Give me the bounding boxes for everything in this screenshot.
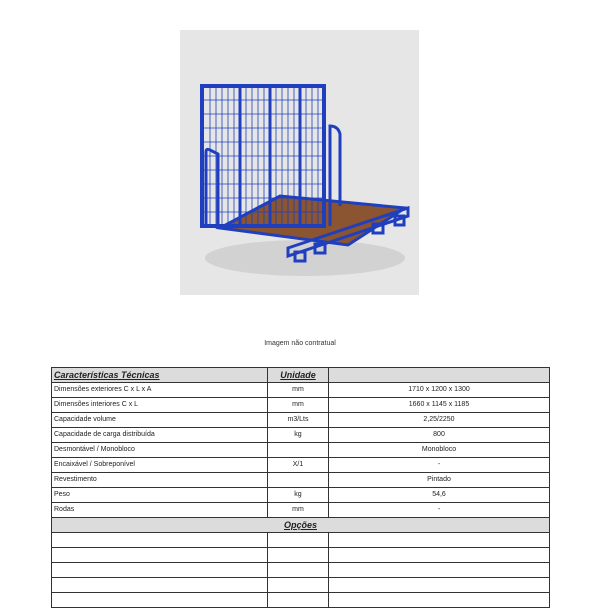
blank-cell	[268, 533, 329, 548]
table-row	[52, 533, 550, 548]
options-title: Opções	[52, 518, 550, 533]
row-value: Monobloco	[329, 443, 550, 458]
row-label: Rodas	[52, 503, 268, 518]
blank-cell	[329, 563, 550, 578]
blank-cell	[329, 593, 550, 608]
table-row	[52, 473, 550, 488]
blank-cell	[268, 548, 329, 563]
row-value: Pintado	[329, 473, 550, 488]
row-unit: m3/Lts	[268, 413, 329, 428]
blank-cell	[52, 563, 268, 578]
blank-cell	[329, 578, 550, 593]
table-row	[52, 578, 550, 593]
table-row	[52, 398, 550, 413]
row-unit: mm	[268, 398, 329, 413]
table-row	[52, 548, 550, 563]
row-label: Peso	[52, 488, 268, 503]
blank-cell	[268, 593, 329, 608]
spec-table	[51, 367, 550, 608]
table-row	[52, 593, 550, 608]
blank-cell	[52, 548, 268, 563]
blank-cell	[268, 563, 329, 578]
table-header-row	[52, 368, 550, 383]
row-label: Capacidade volume	[52, 413, 268, 428]
row-label: Dimensões interiores C x L	[52, 398, 268, 413]
blank-cell	[52, 578, 268, 593]
table-row	[52, 413, 550, 428]
table-row	[52, 443, 550, 458]
table-row	[52, 428, 550, 443]
table-row	[52, 488, 550, 503]
pallet-cage-illustration	[180, 30, 419, 295]
row-unit	[268, 473, 329, 488]
row-value: 54,6	[329, 488, 550, 503]
row-label: Dimensões exteriores C x L x A	[52, 383, 268, 398]
row-label: Capacidade de carga distribuída	[52, 428, 268, 443]
row-label: Revestimento	[52, 473, 268, 488]
row-unit: kg	[268, 428, 329, 443]
row-value: -	[329, 503, 550, 518]
header-value	[329, 368, 550, 383]
row-value: 2,25/2250	[329, 413, 550, 428]
table-row	[52, 503, 550, 518]
header-unit: Unidade	[268, 368, 329, 383]
row-label: Encaixável / Sobreponível	[52, 458, 268, 473]
table-row	[52, 383, 550, 398]
blank-cell	[329, 548, 550, 563]
row-unit: mm	[268, 383, 329, 398]
row-value: 1660 x 1145 x 1185	[329, 398, 550, 413]
row-unit: X/1	[268, 458, 329, 473]
row-value: 800	[329, 428, 550, 443]
row-unit: mm	[268, 503, 329, 518]
blank-cell	[268, 578, 329, 593]
blank-cell	[329, 533, 550, 548]
row-unit: kg	[268, 488, 329, 503]
row-unit	[268, 443, 329, 458]
blank-cell	[52, 593, 268, 608]
options-section-row	[52, 518, 550, 533]
table-row	[52, 563, 550, 578]
table-row	[52, 458, 550, 473]
row-label: Desmontável / Monobloco	[52, 443, 268, 458]
image-caption: Imagem não contratual	[264, 340, 336, 347]
row-value: 1710 x 1200 x 1300	[329, 383, 550, 398]
header-characteristics: Características Técnicas	[52, 368, 268, 383]
blank-cell	[52, 533, 268, 548]
product-photo	[180, 30, 419, 295]
row-value: -	[329, 458, 550, 473]
